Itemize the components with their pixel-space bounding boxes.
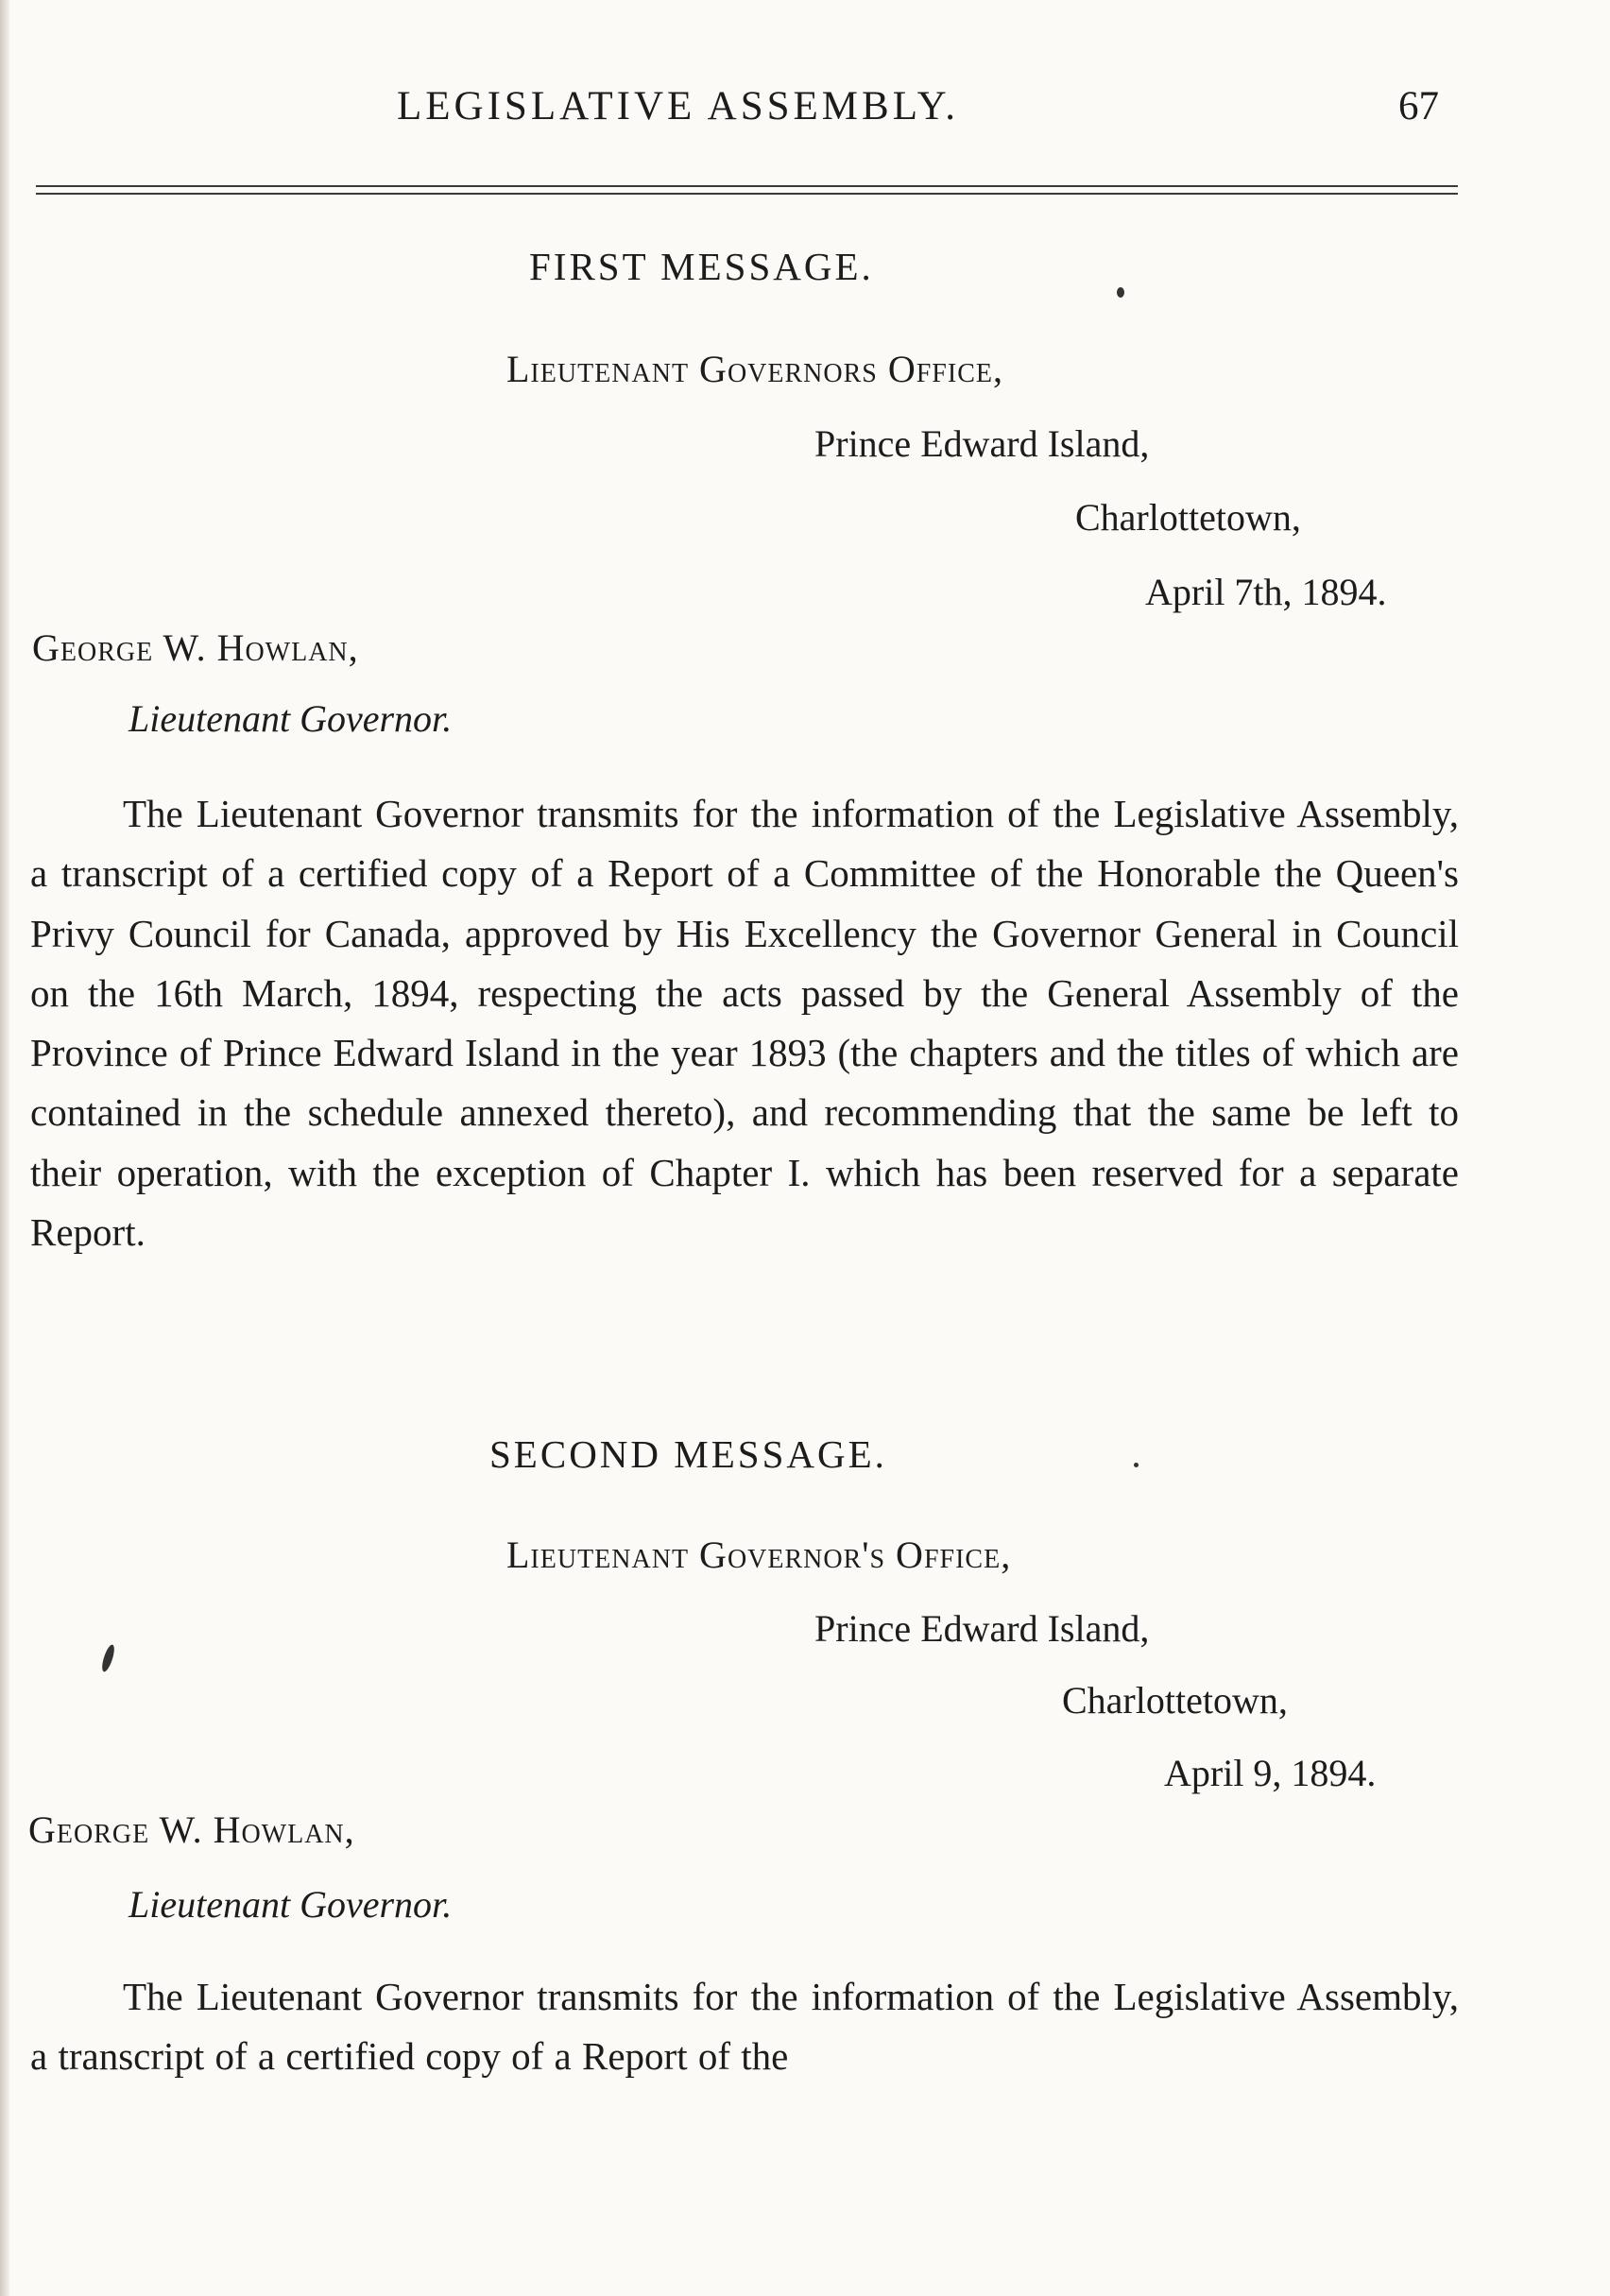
ink-speck bbox=[1117, 287, 1124, 298]
first-message-signatory-name: George W. Howlan, bbox=[32, 626, 359, 669]
first-message-title: FIRST MESSAGE. bbox=[529, 245, 874, 288]
first-message-place-line-2: Charlottetown, bbox=[1075, 496, 1301, 539]
first-message-office: Lieutenant Governors Office, bbox=[506, 348, 1003, 390]
first-message-body: The Lieutenant Governor transmits for the information of the Legislative Assembly, a transcript of a certified copy of a Report of a Committee of the Honorable the Queen's Privy Council for Canada, approved by His Excellency the Governor General in Council on the 16th March, 1894, respecting the acts passed by the General Assembly of the Province of Prince Edward Island in the year 1893 (the chapters and the titles of which are contained in the schedule annexed thereto), and recommending that the same be left to their operation, with the exception of Chapter I. which has been reserved for a separate Report. bbox=[30, 792, 1459, 1255]
ink-speck bbox=[100, 1643, 117, 1672]
second-message-body: The Lieutenant Governor transmits for the information of the Legislative Assembly, a transcript of a certified copy of a Report of the bbox=[30, 1975, 1459, 2079]
second-message-place-line-2: Charlottetown, bbox=[1062, 1679, 1288, 1722]
running-title: LEGISLATIVE ASSEMBLY. bbox=[397, 84, 959, 129]
second-message-title: SECOND MESSAGE. bbox=[489, 1432, 887, 1476]
second-message-signatory-title: Lieutenant Governor. bbox=[128, 1883, 453, 1926]
first-message-place-line-1: Prince Edward Island, bbox=[814, 422, 1150, 465]
second-message-place-line-1: Prince Edward Island, bbox=[814, 1607, 1150, 1650]
binding-edge bbox=[0, 0, 9, 2296]
first-message-date: April 7th, 1894. bbox=[1145, 571, 1387, 613]
second-message-office: Lieutenant Governor's Office, bbox=[506, 1534, 1012, 1576]
second-message-signatory-name: George W. Howlan, bbox=[28, 1808, 355, 1851]
ink-speck bbox=[1134, 1463, 1139, 1467]
first-message-signatory-title: Lieutenant Governor. bbox=[128, 697, 453, 740]
header-rule-lower bbox=[36, 193, 1458, 195]
running-head bbox=[0, 83, 1610, 140]
header-rule-upper bbox=[36, 185, 1458, 187]
second-message-date: April 9, 1894. bbox=[1164, 1752, 1377, 1794]
page-number: 67 bbox=[1398, 84, 1439, 129]
